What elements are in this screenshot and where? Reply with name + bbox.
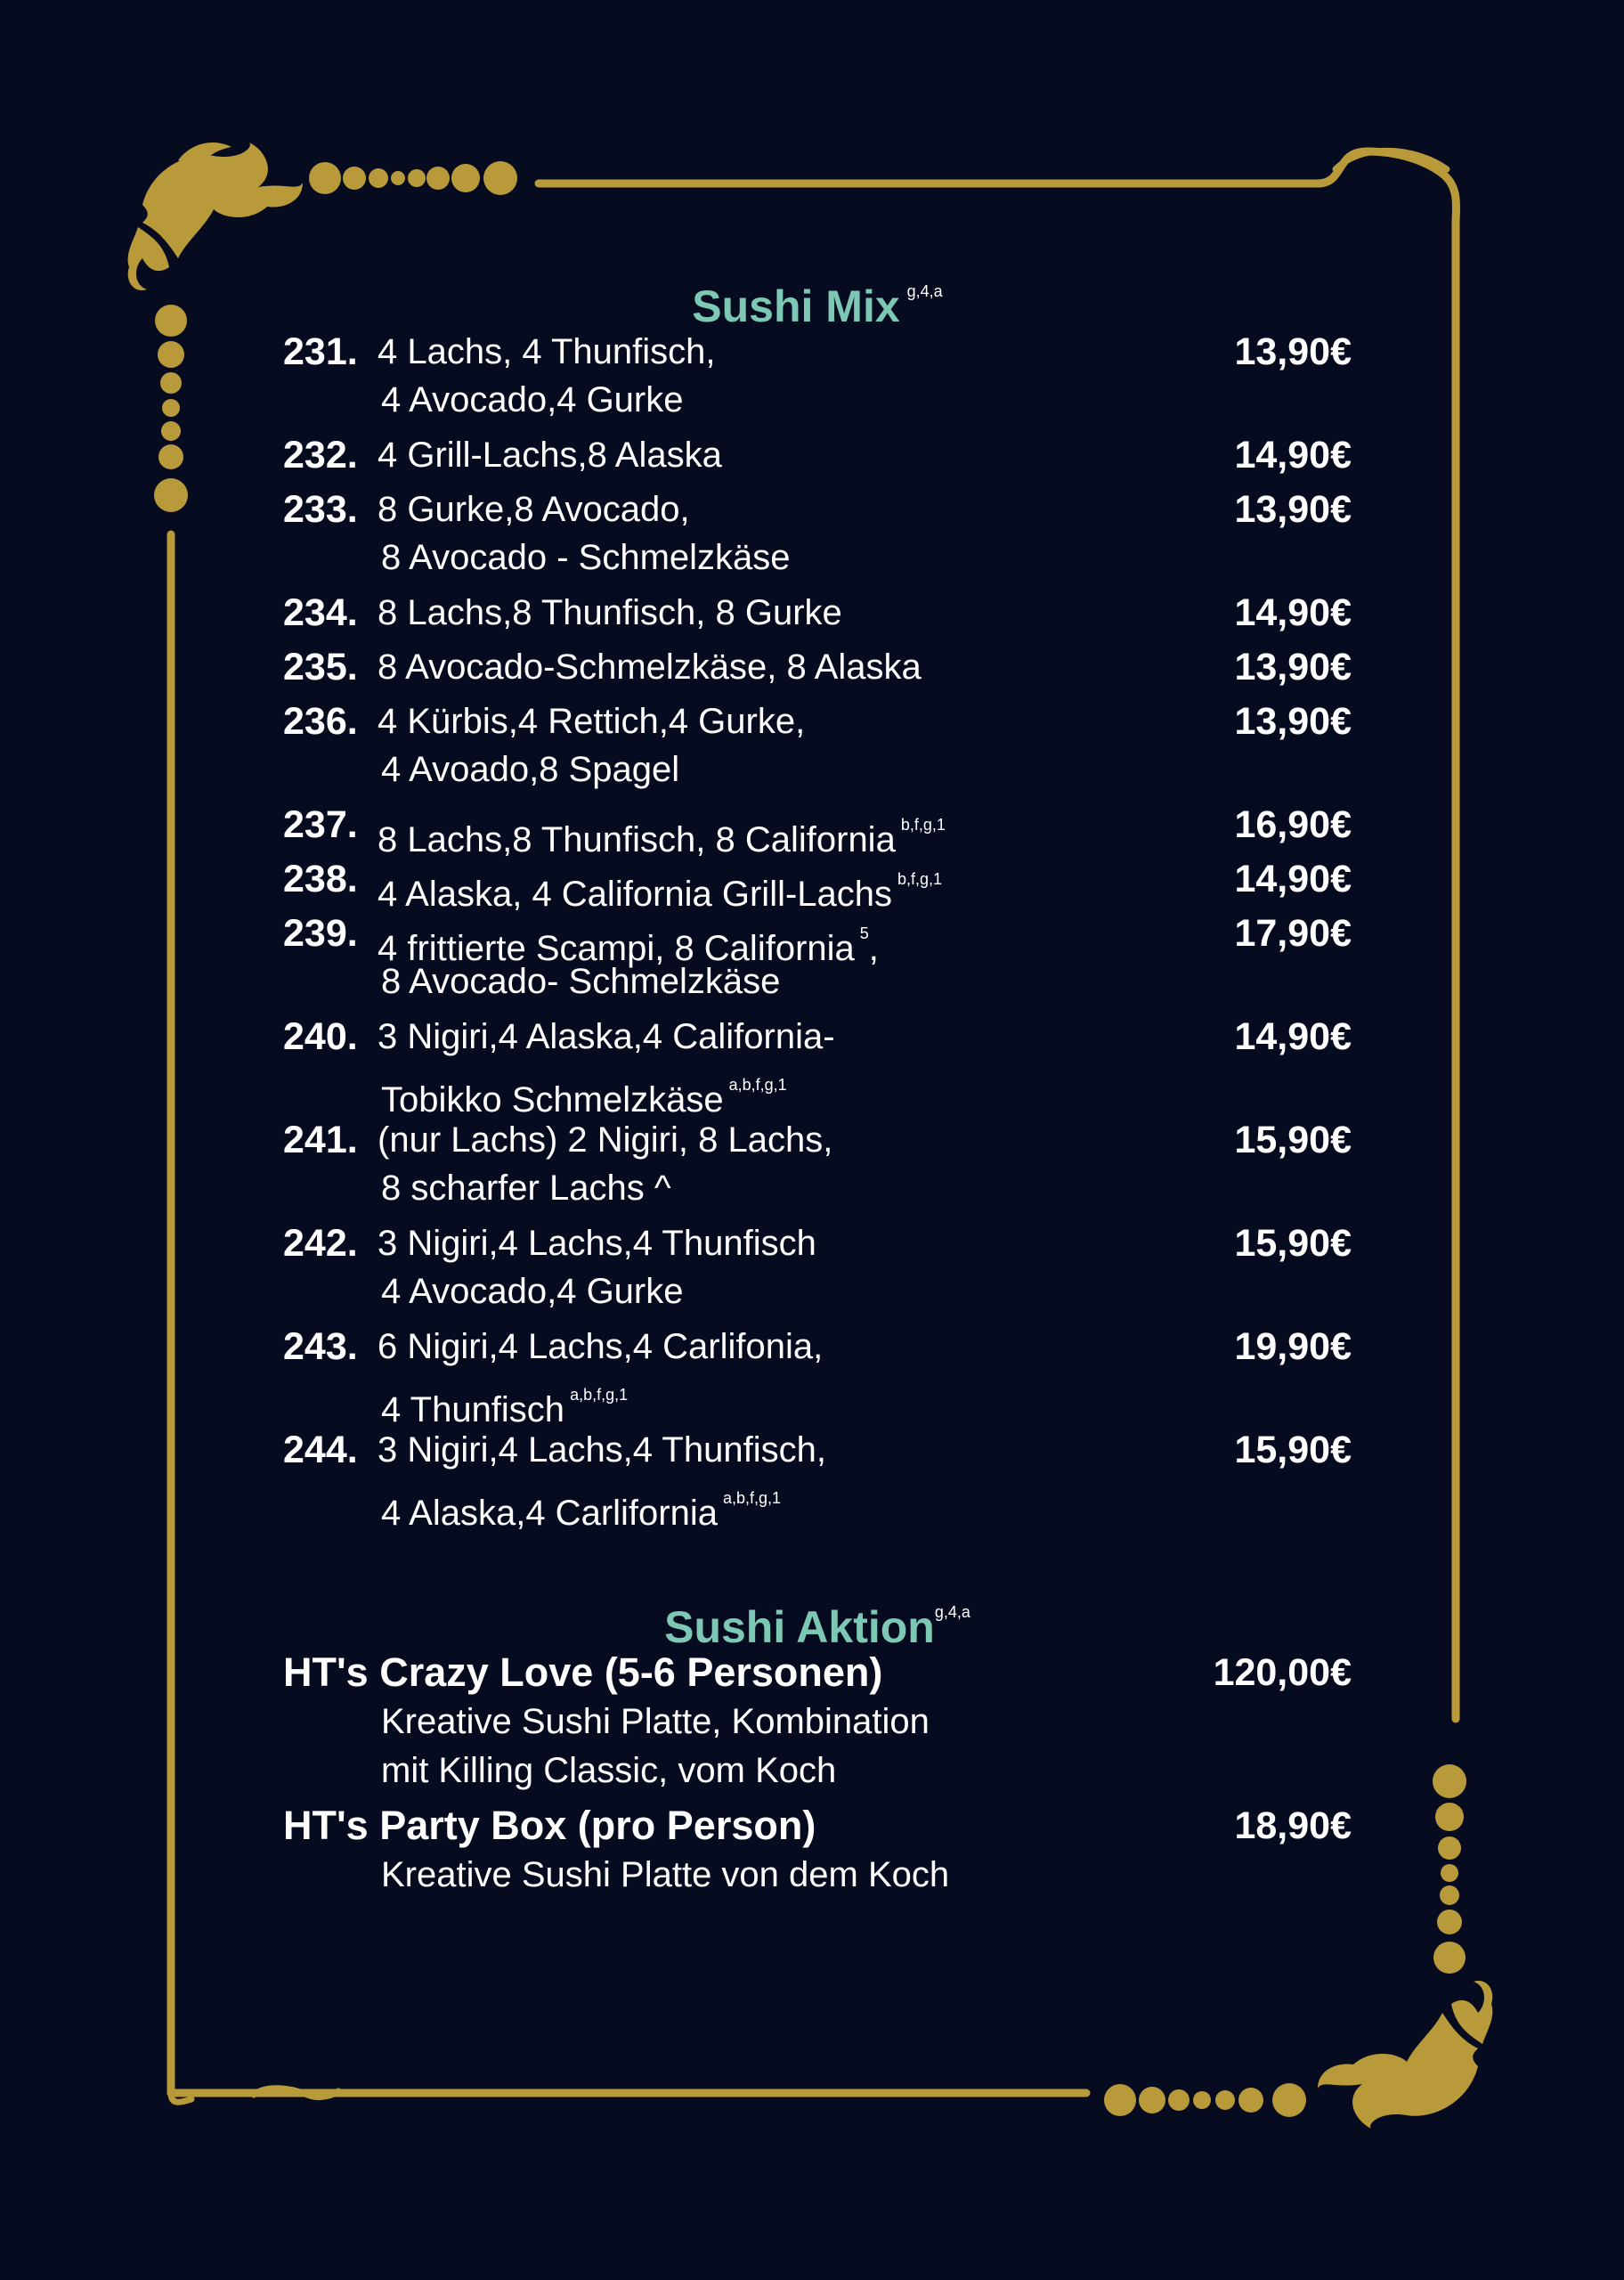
- item-price: 120,00€: [1213, 1651, 1352, 1694]
- item-description-line2: 4 Avocado,4 Gurke: [381, 1272, 684, 1311]
- item-number: 231.: [283, 330, 358, 373]
- item-number: 242.: [283, 1222, 358, 1265]
- item-price: 14,90€: [1234, 591, 1352, 634]
- item-number: 238.: [283, 858, 358, 900]
- item-description-line2: 4 Alaska,4 Carlifornia $^{a,b,f,g,1}$: [381, 1489, 782, 1533]
- item-number: 240.: [283, 1015, 358, 1058]
- item-description-line2: 4 Avoado,8 Spagel: [381, 750, 680, 789]
- sushi-aktion-section: [283, 1585, 1352, 1654]
- item-number: 243.: [283, 1325, 358, 1368]
- allergen-codes: a,b,f,g,1: [570, 1386, 629, 1404]
- allergen-codes: a,b,f,g,1: [722, 1489, 782, 1507]
- item-description-line2: Tobikko Schmelzkäse $^{a,b,f,g,1}$: [381, 1076, 787, 1120]
- item-number: 234.: [283, 591, 358, 634]
- menu-item: [283, 852, 1352, 914]
- menu-item: [283, 1799, 1352, 1903]
- item-description: 4 Alaska, 4 California Grill-Lachs $^{b,f,g,1}$: [378, 870, 943, 914]
- allergen-codes: b,f,g,1: [897, 870, 943, 888]
- item-description-line2: 8 scharfer Lachs ^: [381, 1168, 671, 1208]
- menu-item: [283, 798, 1352, 859]
- item-number: 236.: [283, 700, 358, 743]
- item-price: 14,90€: [1234, 434, 1352, 476]
- menu-item: [283, 1320, 1352, 1429]
- item-price: 17,90€: [1234, 912, 1352, 955]
- item-number: 232.: [283, 434, 358, 476]
- menu-item: [283, 907, 1352, 1010]
- menu-item: [283, 428, 1352, 483]
- item-description: (nur Lachs) 2 Nigiri, 8 Lachs,: [378, 1120, 833, 1160]
- item-description: 3 Nigiri,4 Lachs,4 Thunfisch,: [378, 1430, 826, 1470]
- section-title: Sushi Aktion$^{g,4,a}$: [664, 1602, 970, 1652]
- item-price: 13,90€: [1234, 330, 1352, 373]
- allergen-codes: b,f,g,1: [900, 816, 946, 834]
- item-number: 239.: [283, 912, 358, 955]
- allergen-codes: 5: [859, 924, 869, 942]
- allergen-codes: g,4,a: [906, 282, 943, 300]
- item-number: 233.: [283, 488, 358, 531]
- item-price: 18,90€: [1234, 1804, 1352, 1847]
- item-price: 13,90€: [1234, 488, 1352, 531]
- menu-item: [283, 586, 1352, 640]
- item-description: 4 frittierte Scampi, 8 California $^5$,: [378, 924, 879, 968]
- item-name: HT's Party Box (pro Person): [283, 1803, 816, 1848]
- item-description-line2: 4 Avocado,4 Gurke: [381, 380, 684, 419]
- item-description-line2: 8 Avocado- Schmelzkäse: [381, 962, 781, 1001]
- item-description: 8 Gurke,8 Avocado,: [378, 490, 690, 529]
- item-name: HT's Crazy Love (5-6 Personen): [283, 1649, 883, 1695]
- allergen-codes: g,4,a: [934, 1603, 970, 1621]
- section-title: Sushi Mix $^{g,4,a}$: [692, 281, 943, 331]
- item-description-line2: 4 Thunfisch $^{a,b,f,g,1}$: [381, 1386, 629, 1429]
- menu-item: [283, 1646, 1352, 1799]
- item-number: 244.: [283, 1429, 358, 1471]
- item-price: 13,90€: [1234, 646, 1352, 688]
- allergen-codes: a,b,f,g,1: [728, 1076, 787, 1094]
- item-price: 15,90€: [1234, 1119, 1352, 1161]
- menu-item: [283, 1113, 1352, 1217]
- item-description: 3 Nigiri,4 Alaska,4 California-: [378, 1017, 835, 1056]
- item-price: 14,90€: [1234, 858, 1352, 900]
- menu-item: [283, 1217, 1352, 1320]
- item-description: 6 Nigiri,4 Lachs,4 Carlifonia,: [378, 1327, 824, 1366]
- item-description: 8 Avocado-Schmelzkäse, 8 Alaska: [378, 647, 922, 687]
- item-number: 235.: [283, 646, 358, 688]
- menu-item: [283, 1423, 1352, 1533]
- item-description: 8 Lachs,8 Thunfisch, 8 Gurke: [378, 593, 842, 632]
- menu-item: [283, 695, 1352, 798]
- item-price: 16,90€: [1234, 803, 1352, 846]
- item-description: 8 Lachs,8 Thunfisch, 8 California $^{b,f,g,1}$: [378, 816, 946, 859]
- item-price: 14,90€: [1234, 1015, 1352, 1058]
- item-description-line2: 8 Avocado - Schmelzkäse: [381, 538, 791, 577]
- menu-item: [283, 1010, 1352, 1120]
- item-description: 4 Lachs, 4 Thunfisch,: [378, 332, 716, 371]
- menu-item: [283, 483, 1352, 586]
- item-price: 15,90€: [1234, 1429, 1352, 1471]
- item-number: 237.: [283, 803, 358, 846]
- item-price: 15,90€: [1234, 1222, 1352, 1265]
- item-number: 241.: [283, 1119, 358, 1161]
- item-price: 19,90€: [1234, 1325, 1352, 1368]
- sushi-mix-section: [283, 265, 1352, 333]
- item-description: 3 Nigiri,4 Lachs,4 Thunfisch: [378, 1224, 816, 1263]
- item-price: 13,90€: [1234, 700, 1352, 743]
- item-description: Kreative Sushi Platte von dem Koch: [381, 1855, 950, 1894]
- menu-item: [283, 325, 1352, 428]
- item-description: mit Killing Classic, vom Koch: [381, 1751, 837, 1790]
- item-description: 4 Kürbis,4 Rettich,4 Gurke,: [378, 702, 806, 741]
- menu-item: [283, 640, 1352, 695]
- item-description: Kreative Sushi Platte, Kombination: [381, 1702, 930, 1741]
- item-description: 4 Grill-Lachs,8 Alaska: [378, 436, 722, 475]
